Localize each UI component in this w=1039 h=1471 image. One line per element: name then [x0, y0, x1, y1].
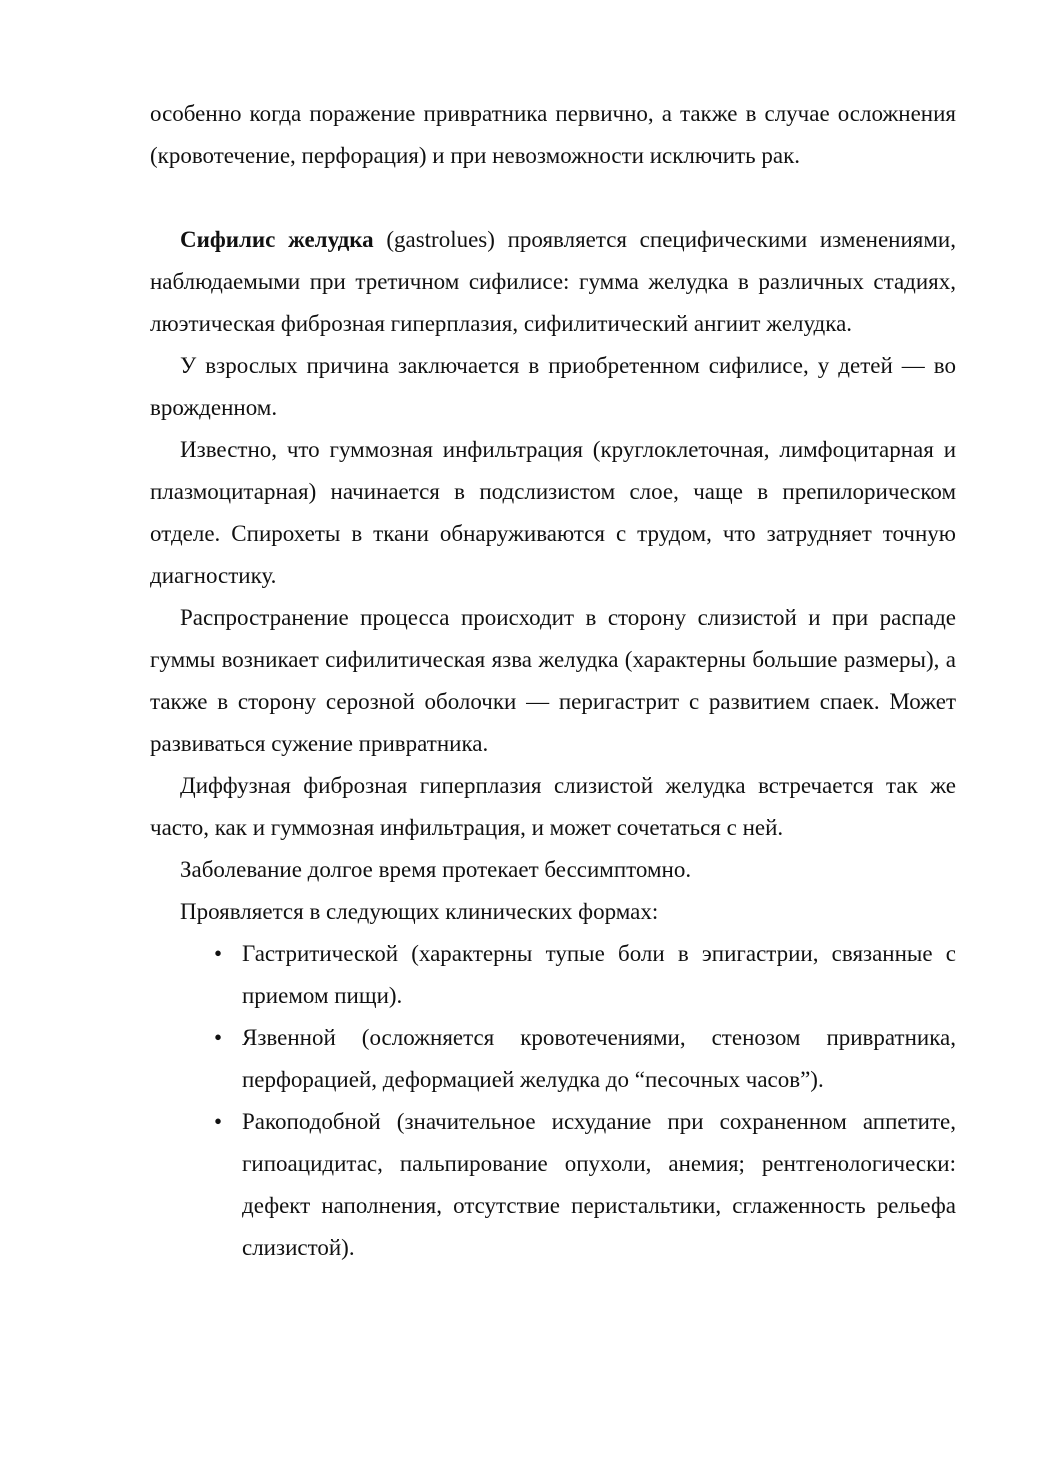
paragraph-forms-intro: Проявляется в следующих клинических формах: [180, 899, 659, 924]
list-item-text: Ракоподобной (значительное исхудание при сохраненном аппетите, гипоацидитас, пальпирование опухоли, анемия; рентгенологически: дефект наполнения, отсутствие перистальтики, сглаженность рельефа слизистой). [242, 1109, 956, 1260]
section-intro-text: (gastrolues) проявляется специфическими изменениями, наблюдаемыми при третичном сифилисе: гумма желудка в различных стадиях, люэтическая фиброзная гиперплазия, сифилитический ангиит желудка. [150, 227, 956, 336]
paragraph-continuation: особенно когда поражение привратника первично, а также в случае осложнения (кровотечение, перфорация) и при невозможности исключить рак. [150, 101, 956, 168]
paragraph-infiltration: Известно, что гуммозная инфильтрация (круглоклеточная, лимфоцитарная и плазмоцитарная) начинается в подслизистом слое, чаще в препилорическом отделе. Спирохеты в ткани обнаруживаются с трудом, что затрудняет точную диагностику. [150, 437, 956, 588]
section-title: Сифилис желудка [180, 227, 374, 252]
clinical-forms-list [150, 933, 956, 1269]
list-item [150, 1017, 956, 1101]
paragraph-adults: У взрослых причина заключается в приобретенном сифилисе, у детей — во врожденном. [150, 353, 956, 420]
list-item [150, 933, 956, 1017]
bullet-icon: • [213, 1109, 223, 1134]
bullet-icon: • [213, 1025, 223, 1050]
paragraph-diffuse: Диффузная фиброзная гиперплазия слизистой желудка встречается так же часто, как и гуммозная инфильтрация, и может сочетаться с ней. [150, 773, 956, 840]
bullet-icon: • [213, 941, 223, 966]
section-gap [150, 177, 956, 219]
list-item-text: Гастритической (характерны тупые боли в эпигастрии, связанные с приемом пищи). [242, 941, 956, 1008]
document-page [150, 93, 956, 1269]
paragraph-spread: Распространение процесса происходит в сторону слизистой и при распаде гуммы возникает сифилитическая язва желудка (характерны большие размеры), а также в сторону серозной оболочки — перигастрит с развитием спаек. Может развиваться сужение привратника. [150, 605, 956, 756]
paragraph-syphilis-intro [150, 219, 956, 345]
paragraph-asymptomatic: Заболевание долгое время протекает бессимптомно. [180, 857, 692, 882]
list-item [150, 1101, 956, 1269]
list-item-text: Язвенной (осложняется кровотечениями, стенозом привратника, перфорацией, деформацией желудка до “песочных часов”). [242, 1025, 956, 1092]
